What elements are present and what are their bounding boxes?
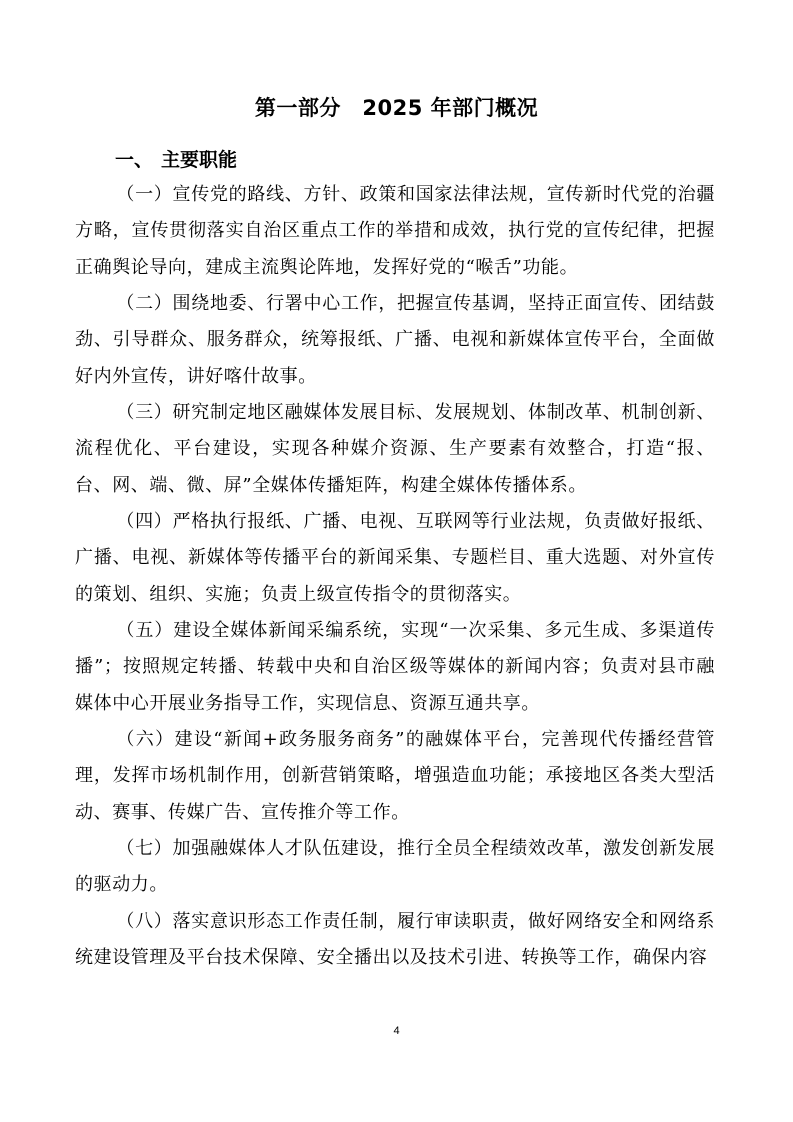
page-number: 4 [393,1025,400,1037]
paragraph-4: （四）严格执行报纸、广播、电视、互联网等行业法规，负责做好报纸、广播、电视、新媒体等传播平台的新闻采集、专题栏目、重大选题、对外宣传的策划、组织、实施；负责上级宣传指令的贯彻落实。 [75,510,715,605]
paragraph-5: （五）建设全媒体新闻采编系统，实现“一次采集、多元生成、多渠道传播”；按照规定转播、转载中央和自治区级等媒体的新闻内容；负责对县市融媒体中心开展业务指导工作，实现信息、资源互通共享。 [75,619,715,714]
paragraph-3: （三）研究制定地区融媒体发展目标、发展规划、体制改革、机制创新、流程优化、平台建设，实现各种媒介资源、生产要素有效整合，打造“报、台、网、端、微、屏”全媒体传播矩阵，构建全媒体传播体系。 [75,401,715,496]
section-heading [115,145,237,175]
paragraph-7: （七）加强融媒体人才队伍建设，推行全员全程绩效改革，激发创新发展的驱动力。 [75,837,715,896]
paragraph-1: （一）宣传党的路线、方针、政策和国家法律法规，宣传新时代党的治疆方略，宣传贯彻落实自治区重点工作的举措和成效，执行党的宣传纪律，把握正确舆论导向，建成主流舆论阵地，发挥好党的“喉舌”功能。 [75,184,715,278]
section-number: 一、 [115,149,154,171]
paragraph-6: （六）建设“新闻+政务服务商务”的融媒体平台，完善现代传播经营管理，发挥市场机制作用，创新营销策略，增强造血功能；承接地区各类大型活动、赛事、传媒广告、宣传推介等工作。 [75,728,715,823]
page-title: 第一部分 2025 年部门概况 [254,96,539,120]
section-heading-text: 主要职能 [161,149,238,171]
body-text [75,177,715,976]
paragraph-8: （八）落实意识形态工作责任制，履行审读职责，做好网络安全和网络系统建设管理及平台技术保障、安全播出以及技术引进、转换等工作，确保内容 [75,910,715,968]
paragraph-2: （二）围绕地委、行署中心工作，把握宣传基调，坚持正面宣传、团结鼓劲、引导群众、服务群众，统筹报纸、广播、电视和新媒体宣传平台，全面做好内外宣传，讲好喀什故事。 [75,292,715,387]
